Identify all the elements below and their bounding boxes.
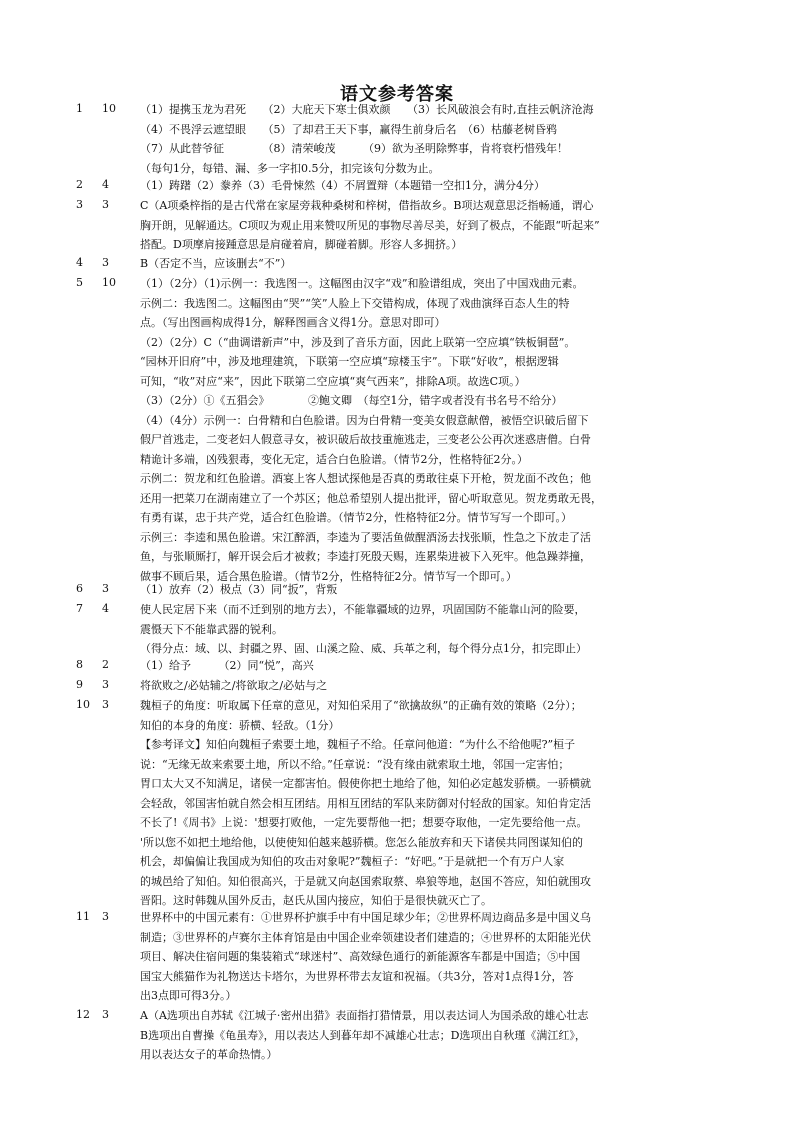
question-score: 3 [102,582,109,595]
question-number: 1 [76,102,83,115]
question-number: 3 [76,198,83,211]
answer-content [140,656,730,676]
answer-line: 鱼，与张顺厮打，解开误会后才被救；李逵打死殷天赐，连累柴进被下入死牢。他急躁莽撞， [140,550,591,563]
question-score: 3 [102,698,109,711]
answer-line: （7）从此替爷征 （8）清荣峻茂 （9）欲为圣明除弊事，肯将衰朽惜残年！ [140,142,568,155]
answer-line: 可知，“收”对应“来”，因此下联第二空应填“爽气西来”，排除A项。故选C项。） [140,374,526,388]
answer-content [140,580,730,600]
answer-line: 使人民定居下来（而不迁到别的地方去），不能靠疆域的边界，巩固国防不能靠山河的险要， [140,603,586,616]
answer-line: 【参考译文】知伯向魏桓子索要土地，魏桓子不给。任章问他道：“为什么不给他呢?”桓子 [140,738,576,751]
answer-line: 示例二：贺龙和红色脸谱。酒宴上客人想试探他是否真的勇敢往桌下开枪，贺龙面不改色；他 [140,472,591,485]
answer-line: 用以表达女子的革命热情。） [140,1048,278,1061]
answer-line: （得分点：域、以、封疆之界、固、山溪之险、威、兵革之利，每个得分点1分，扣完即止） [140,642,587,655]
question-number: 2 [76,178,83,191]
answer-line: 说：“无缘无故来索要土地，所以不给。”任章说：“没有缘由就索取土地，邻国一定害怕； [140,757,570,771]
answer-line: 会轻敌，邻国害怕就自然会相互团结。用相互团结的军队来防御对付轻敌的国家。知伯肯定活 [140,796,591,810]
question-number: 8 [76,658,83,671]
answer-content [140,676,730,696]
answer-line: 示例二：我选图二。这幅图由“哭”“笑”人脸上下交错构成，体现了戏曲演绎百态人生的特 [140,296,570,310]
answer-line: 国宝大熊猫作为礼物送达卡塔尔，为世界杯带去友谊和祝福。（共3分，答对1点得1分，答 [140,969,574,983]
question-number: 7 [76,602,83,615]
answer-line: 还用一把菜刀在湖南建立了一个苏区；他总希望别人提出批评，留心听取意见。贺龙勇敢无畏， [140,491,602,505]
answer-line: 震慑天下不能靠武器的锐利。 [140,622,283,636]
question-score: 3 [102,256,109,269]
answer-content [140,600,730,659]
answer-line: （1）踌躇（2）豢养（3）毛骨悚然（4）不屑置辩（本题错一空扣1分，满分4分） [140,179,545,192]
answer-line: 胸开朗，见解通达。C项叹为观止用来赞叹所见的事物尽善尽美，好到了极点，不能跟“听起来” [140,218,600,232]
answer-line: （1）（2分）（1)示例一：我选图一。这幅图由汉字“戏”和脸谱组成，突出了中国戏曲元素。 [140,277,584,290]
answer-line: 不长了!《周书》上说：'想要打败他，一定先要帮他一把；想要夺取他，一定先要给他一点。 [140,816,588,829]
answer-line: B（否定不当，应该删去“不”） [140,257,292,270]
answer-line: 示例三：李逵和黑色脸谱。宋江醉酒，李逵为了要活鱼做醒酒汤去找张顺，性急之下放走了活 [140,530,591,544]
answer-line: （2）（2分）C（“曲调谱新声”中，涉及到了音乐方面，因此上联第一空应填“铁板铜琶”。 [140,335,576,349]
answer-line: 点。（写出图画构成得1分，解释图画含义得1分。意思对即可） [140,316,446,329]
question-number: 6 [76,582,83,595]
answer-line: A（A选项出自苏轼《江城子·密州出猎》表面指打猎情景，用以表达词人为国杀敌的雄心壮志 [140,1009,589,1022]
answer-line: 做事不顾后果，适合黑色脸谱。（情节2分，性格特征2分。情节写一个即可。） [140,569,517,583]
answer-content [140,196,730,255]
question-score: 2 [102,658,109,671]
question-score: 3 [102,910,109,923]
question-number: 11 [76,910,90,923]
question-score: 10 [102,276,116,289]
answer-line: B选项出自曹操《龟虽寿》，用以表达人到暮年却不减雄心壮志；D选项出自秋瑾《满江红》， [140,1028,586,1042]
question-number: 12 [76,1008,90,1021]
question-score: 4 [102,602,109,615]
answer-line: （每句1分，每错、漏、多一字扣0.5分，扣完该句分数为止。 [140,161,440,175]
question-number: 9 [76,678,83,691]
answer-line: 有勇有谋，忠于共产党，适合红色脸谱。（情节2分，性格特征2分。情节写写一个即可。） [140,511,572,524]
answer-content [140,100,730,178]
question-score: 4 [102,178,109,191]
question-score: 3 [102,198,109,211]
answer-line: 魏桓子的角度：听取属下任章的意见，对知伯采用了“欲擒故纵”的正确有效的策略（2分）； [140,699,582,712]
question-score: 3 [102,678,109,691]
answer-line: 机会，却偏偏让我国成为知伯的攻击对象呢?”魏桓子：“好吧。”于是就把一个有万户人家 [140,855,565,868]
answer-line: （4）不畏浮云遮望眼 （5）了却君王天下事，赢得生前身后名 （6）枯藤老树昏鸦 [140,122,557,136]
answer-line: 世界杯中的中国元素有：①世界杯护旗手中有中国足球少年；②世界杯周边商品多是中国义乌 [140,911,591,924]
answer-line: “园林开旧府”中，涉及地理建筑，下联第一空应填“琼楼玉宇”。下联“好收”，根据逻辑 [140,355,559,368]
answer-line: 项目、解决住宿问题的集装箱式“球迷村”、高效绿色通行的新能源客车都是中国造；⑤中国 [140,950,581,963]
question-number: 5 [76,276,83,289]
answer-line: （1）提携玉龙为君死 （2）大庇天下寒士俱欢颜 （3）长风破浪会有时,直挂云帆济沧海 [140,103,594,116]
answer-content [140,274,730,586]
answer-line: 的城邑给了知伯。知伯很高兴，于是就又向赵国索取蔡、皋狼等地，赵国不答应，知伯就围攻 [140,874,591,888]
question-score: 3 [102,1008,109,1021]
answer-line: 精诡计多端，凶残狠毒，变化无定，适合白色脸谱。（情节2分，性格特征2分。） [140,452,528,466]
answer-line: 晋阳。这时韩魏从国外反击，赵氏从国内接应，知伯于是很快就灭亡了。 [140,894,492,907]
question-number: 4 [76,256,83,269]
page-title: 语文参考答案 [340,84,454,105]
answer-content [140,254,730,274]
answer-line: （1）给予 （2）同“悦”，高兴 [140,659,314,672]
answer-line: 搭配。D项摩肩接踵意思是肩碰着肩，脚碰着脚。形容人多拥挤。） [140,238,463,251]
answer-line: 出3点即可得3分。） [140,989,237,1002]
answer-line: '所以您不如把土地给他，以使使知伯越来越骄横。您怎么能放弃和天下诸侯共同图谋知伯的 [140,835,584,849]
answer-content [140,1006,730,1065]
answer-content [140,176,730,196]
answer-line: （1）放弃（2）极点（3）同“扳”，背叛 [140,583,338,596]
question-score: 10 [102,102,116,115]
answer-content [140,908,730,1006]
answer-line: （3）（2分）①《五猖会》 ②鲍文卿 （每空1分，错字或者没有书名号不给分） [140,394,563,407]
answer-line: 制造；③世界杯的卢赛尔主体育馆是由中国企业牵领建设者们建造的；④世界杯的太阳能光伏 [140,930,591,944]
answer-line: C（A项桑梓指的是古代常在家屋旁栽种桑树和梓树，借指故乡。B项达观意思泛指畅通，谓心 [140,199,594,212]
answer-line: 假尸首逃走，二变老妇人假意寻女，被识破后故技重施逃走，三变老公公再次迷惑唐僧。白骨 [140,433,591,446]
answer-line: （4）（4分）示例一：白骨精和白色脸谱。因为白骨精一变美女假意献僧，被悟空识破后留下 [140,413,589,427]
answer-line: 胃口太大又不知满足，诸侯一定都害怕。假使你把土地给了他，知伯必定越发骄横。一骄横就 [140,777,591,790]
answer-line: 将欲败之/必姑辅之/将欲取之/必姑与之 [140,679,328,692]
answer-content [140,696,730,911]
answer-line: 知伯的本身的角度：骄横、轻敌。（1分） [140,718,340,732]
question-number: 10 [76,698,90,711]
